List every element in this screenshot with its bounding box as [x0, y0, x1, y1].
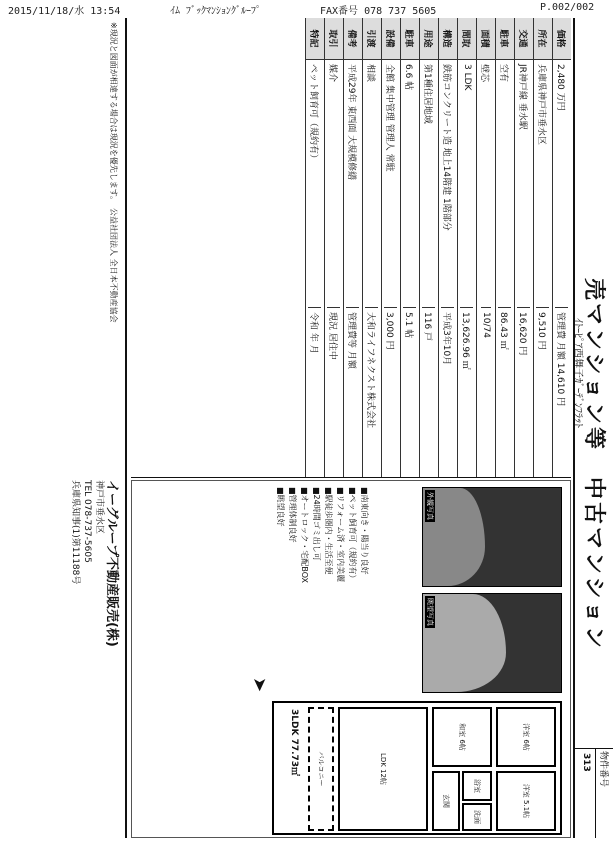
spec-value: 壁芯	[479, 64, 490, 83]
feature-item: ■リフォーム済・室内美麗	[336, 487, 345, 583]
spec-label: 駐車	[401, 18, 419, 60]
spec-label: 取引	[325, 18, 343, 60]
spec-label: 交通	[515, 18, 533, 60]
spec-extra: 令和 年 月	[309, 307, 322, 477]
spec-label: 引渡	[363, 18, 381, 60]
footer	[70, 18, 127, 838]
feature-item: ■ペット飼育可（規約有）	[348, 487, 357, 583]
spec-label: 所在	[534, 18, 552, 60]
company-block	[69, 480, 117, 836]
spec-value: ペット飼育可（規約有）	[308, 64, 319, 164]
spec-row	[343, 18, 362, 477]
floor-plan	[272, 701, 562, 835]
spec-value: 2,480 万円	[555, 64, 566, 111]
spec-value: 兵庫県神戸市垂水区	[536, 64, 547, 146]
spec-value: JR神戸線 垂水駅	[517, 64, 528, 130]
company-license: 兵庫県知事(1)第11188号	[70, 480, 80, 585]
spec-label: 構造	[439, 18, 457, 60]
spec-value: 6.6 帖	[403, 64, 414, 91]
fax-datetime: 2015/11/18/水 13:54	[8, 6, 121, 17]
feature-list	[274, 487, 370, 697]
spec-value: 空有	[498, 64, 509, 83]
room-ldk: LDK 12帖	[338, 707, 428, 831]
spec-label: 備考	[344, 18, 362, 60]
spec-extra: 現況 居住中	[328, 307, 341, 477]
feature-item: ■南東向き・陽当り良好	[360, 487, 369, 575]
fax-header	[0, 0, 613, 16]
spec-row	[324, 18, 343, 477]
spec-extra: 管理費 月額 14,610 円	[556, 307, 569, 477]
company-name: イーグループ不動産販売(株)	[104, 480, 119, 647]
room-bath: 浴室	[462, 771, 492, 801]
spec-label: 特記	[306, 18, 324, 60]
footer-note: ※現況と図面が相違する場合は現況を優先します。 公益社団法人 全日本不動産協会	[109, 22, 118, 323]
spec-extra: 大和ライフネクスト株式会社	[366, 307, 379, 477]
fax-sender: ｲﾑ ﾌﾞｯｸﾏﾝｼｮﾝｸﾞﾙｰﾌﾟ	[170, 6, 262, 17]
building-photo	[422, 487, 562, 587]
spec-row	[533, 18, 552, 477]
spec-row	[457, 18, 476, 477]
floorplan-label: 3LDK 77.73㎡	[289, 709, 299, 777]
spec-value: 第1種住居地域	[422, 64, 433, 124]
spec-row	[438, 18, 457, 477]
spec-value: 相談	[365, 64, 376, 83]
property-number-box	[573, 748, 613, 838]
balcony: バルコニー	[308, 707, 334, 831]
fax-number: FAX番号 078 737 5605	[320, 6, 437, 17]
title-main: 売マンション等 中古マンション	[581, 278, 606, 652]
spec-extra: 16,620 円	[518, 307, 531, 477]
property-number-label: 物件番号	[595, 749, 613, 838]
spec-value: 3 LDK	[462, 64, 472, 91]
spec-extra: 13,626.96 ㎡	[461, 307, 474, 477]
spec-extra: 5.1 帖	[404, 307, 417, 477]
spec-row	[419, 18, 438, 477]
spec-extra: 10/74	[481, 307, 491, 477]
room-3: 和室 6帖	[432, 707, 492, 767]
sheet-title	[573, 18, 613, 838]
spec-row	[362, 18, 381, 477]
spec-value: 平成29年 東西面 大規模修繕	[346, 64, 357, 181]
room-wash: 洗面	[462, 803, 492, 831]
spec-extra: 116 戸	[423, 307, 436, 477]
spec-extra: 管理費等 月額	[347, 307, 360, 477]
spec-table	[131, 18, 571, 478]
feature-item: ■オートロック・宅配BOX	[300, 487, 309, 584]
feature-item: ■駅徒歩圏内・生活至便	[324, 487, 333, 575]
company-address: 神戸市垂水区	[94, 480, 104, 535]
feature-item: ■管理体制良好	[288, 487, 297, 543]
spec-label: 間取	[458, 18, 476, 60]
spec-row	[552, 18, 571, 477]
feature-item: ■24時間ゴミ出し可	[312, 487, 321, 561]
spec-extra: 3,000 円	[385, 307, 398, 477]
photo-caption-2: 眺望写真	[426, 598, 434, 626]
spec-label: 用途	[420, 18, 438, 60]
spec-value: 全館 集中管理 管理人 常駐	[384, 64, 395, 172]
compass-icon: ➤	[249, 677, 270, 693]
room-1: 洋室 6帖	[496, 707, 556, 767]
spec-extra: 平成3年10月	[442, 307, 455, 477]
photo-panel	[131, 480, 571, 838]
spec-value: 媒介	[327, 64, 338, 83]
spec-label: 面積	[477, 18, 495, 60]
spec-row	[514, 18, 533, 477]
photo-caption-1: 外観写真	[426, 492, 434, 520]
spec-row	[381, 18, 400, 477]
room-entrance: 玄関	[432, 771, 460, 831]
spec-row	[476, 18, 495, 477]
view-photo	[422, 593, 562, 693]
fax-page: P.002/002	[540, 2, 595, 13]
spec-extra: 9,510 円	[537, 307, 550, 477]
spec-label: 価格	[553, 18, 571, 60]
spec-row	[305, 18, 324, 477]
spec-row	[400, 18, 419, 477]
property-number-value: 313	[581, 753, 591, 772]
property-sheet	[70, 18, 613, 838]
feature-item: ■眺望良好	[276, 487, 285, 527]
spec-extra: 86.43 ㎡	[499, 307, 512, 477]
company-tel: TEL 078-737-5605	[82, 480, 92, 563]
spec-value: 鉄筋コンクリート造 地上14階建 1階部分	[441, 64, 452, 231]
spec-row	[495, 18, 514, 477]
spec-label: 設備	[382, 18, 400, 60]
spec-label: 駐車	[496, 18, 514, 60]
title-sub: ｲﾄｰﾋﾟｱ西舞子ｶﾞｰﾃﾞﾝﾌﾗｯﾄ	[572, 318, 583, 428]
room-2: 洋室 5.1帖	[496, 771, 556, 831]
